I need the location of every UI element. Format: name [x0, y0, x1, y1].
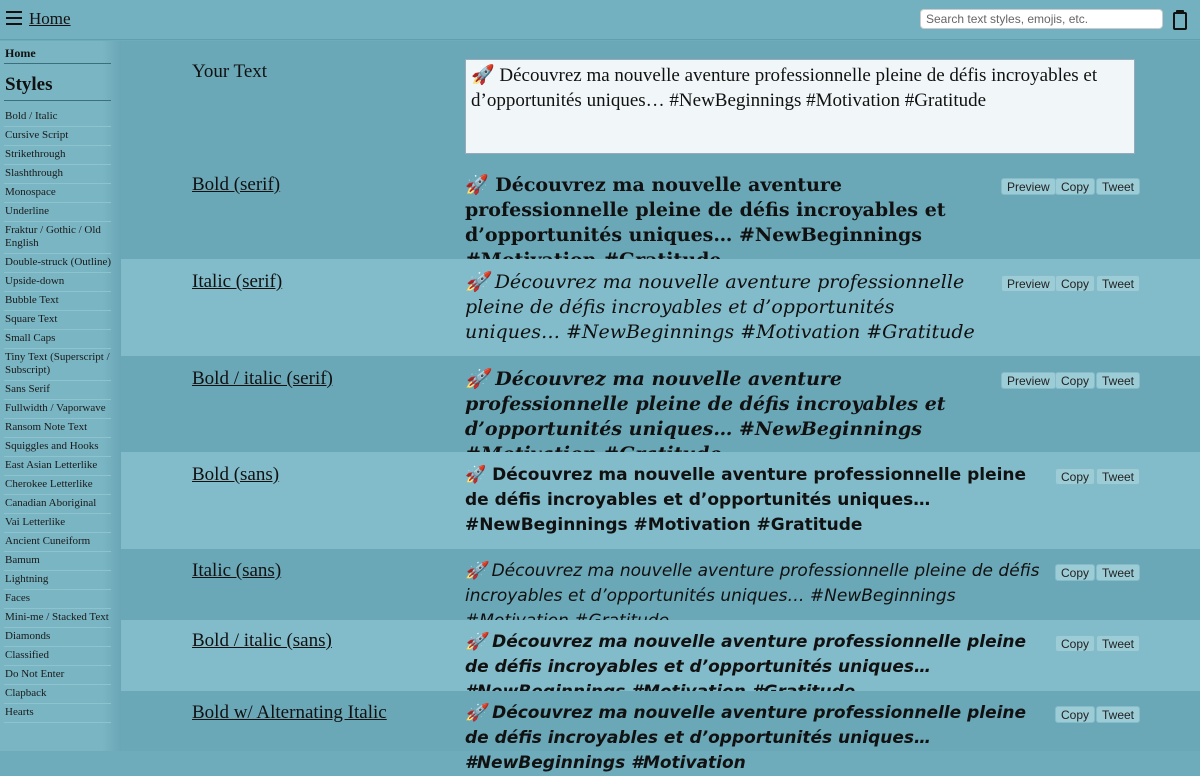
- text-input[interactable]: [465, 59, 1135, 154]
- sidebar-home[interactable]: Home: [5, 46, 36, 60]
- sidebar-item[interactable]: Canadian Aboriginal: [4, 495, 111, 514]
- copy-button[interactable]: Copy: [1055, 564, 1095, 581]
- sidebar-item[interactable]: Bubble Text: [4, 292, 111, 311]
- style-row: [121, 356, 1200, 452]
- styled-output[interactable]: 🚀 Découvrez ma nouvelle aventure professionnelle pleine de défis incroyables et d’opportunités uniques…: [465, 632, 1027, 677]
- style-row: [121, 620, 1200, 691]
- sidebar-item[interactable]: East Asian Letterlike: [4, 457, 111, 476]
- sidebar-item[interactable]: Small Caps: [4, 330, 111, 349]
- your-text-label: Your Text: [192, 61, 268, 82]
- sidebar-item[interactable]: Diamonds: [4, 628, 111, 647]
- style-row: [121, 691, 1200, 773]
- divider: [4, 100, 111, 101]
- sidebar-item[interactable]: Cursive Script: [4, 127, 111, 146]
- style-label[interactable]: Italic (sans): [192, 560, 282, 581]
- sidebar-item[interactable]: Ancient Cuneiform: [4, 533, 111, 552]
- style-label[interactable]: Bold (sans): [192, 464, 280, 485]
- sidebar-item[interactable]: Bamum: [4, 552, 111, 571]
- hamburger-icon[interactable]: [6, 11, 22, 25]
- sidebar-item[interactable]: Hearts: [4, 704, 111, 723]
- copy-button[interactable]: Copy: [1055, 706, 1095, 723]
- sidebar-item[interactable]: Slashthrough: [4, 165, 111, 184]
- copy-button[interactable]: Copy: [1055, 468, 1095, 485]
- copy-button[interactable]: Copy: [1055, 372, 1095, 389]
- sidebar-item[interactable]: Classified: [4, 647, 111, 666]
- sidebar-item[interactable]: Monospace: [4, 184, 111, 203]
- sidebar-item[interactable]: Clapback: [4, 685, 111, 704]
- sidebar-item[interactable]: Do Not Enter: [4, 666, 111, 685]
- tweet-button[interactable]: Tweet: [1096, 275, 1140, 292]
- sidebar-item[interactable]: Cherokee Letterlike: [4, 476, 111, 495]
- sidebar-item[interactable]: Ransom Note Text: [4, 419, 111, 438]
- sidebar-item[interactable]: Bold / Italic: [4, 108, 111, 127]
- style-row: [121, 162, 1200, 259]
- copy-button[interactable]: Copy: [1055, 635, 1095, 652]
- tweet-button[interactable]: Tweet: [1096, 372, 1140, 389]
- top-bar: [0, 0, 1200, 40]
- copy-button[interactable]: Copy: [1055, 178, 1095, 195]
- style-row: [121, 259, 1200, 356]
- styled-output[interactable]: 🚀 Découvrez ma nouvelle aventure professionnelle pleine de défis incroyables et d’opportunités uniques… #NewBeginnings: [465, 174, 946, 246]
- sidebar-item[interactable]: Faces: [4, 590, 111, 609]
- styled-output[interactable]: 🚀 Découvrez ma nouvelle aventure professionnelle pleine de défis incroyables et d’opportunités uniques… #NewBeginnings: [465, 561, 1040, 606]
- clipboard-icon[interactable]: [1173, 10, 1187, 28]
- sidebar-item[interactable]: Vai Letterlike: [4, 514, 111, 533]
- tweet-button[interactable]: Tweet: [1096, 468, 1140, 485]
- style-label[interactable]: Bold / italic (sans): [192, 630, 332, 651]
- tweet-button[interactable]: Tweet: [1096, 635, 1140, 652]
- preview-button[interactable]: Preview: [1001, 275, 1056, 292]
- sidebar-item[interactable]: Square Text: [4, 311, 111, 330]
- copy-button[interactable]: Copy: [1055, 275, 1095, 292]
- style-label[interactable]: Bold (serif): [192, 174, 281, 195]
- sidebar-item[interactable]: Fullwidth / Vaporwave: [4, 400, 111, 419]
- preview-button[interactable]: Preview: [1001, 372, 1056, 389]
- sidebar-item[interactable]: Underline: [4, 203, 111, 222]
- style-label[interactable]: Bold w/ Alternating Italic: [192, 702, 387, 723]
- sidebar-item[interactable]: Squiggles and Hooks: [4, 438, 111, 457]
- styled-output[interactable]: 🚀 Découvrez ma nouvelle aventure professionnelle pleine de défis incroyables et d’opportunités uniques… #NewBeginnings: [465, 368, 946, 440]
- sidebar-item[interactable]: Double-struck (Outline): [4, 254, 111, 273]
- sidebar-title: Styles: [5, 74, 53, 95]
- tweet-button[interactable]: Tweet: [1096, 706, 1140, 723]
- preview-button[interactable]: Preview: [1001, 178, 1056, 195]
- styled-output[interactable]: 🚀 Découvrez ma nouvelle aventure professionnelle pleine de défis incroyables et d’opportunités uniques… #NewBeginnings #Motivation #Gratitude: [465, 465, 1027, 535]
- style-label[interactable]: Italic (serif): [192, 271, 283, 292]
- home-link[interactable]: Home: [29, 9, 71, 28]
- sidebar-item[interactable]: Upside-down: [4, 273, 111, 292]
- sidebar-item[interactable]: Lightning: [4, 571, 111, 590]
- input-row: [121, 41, 1200, 162]
- style-row: [121, 549, 1200, 620]
- styled-output[interactable]: 🚀 Découvrez ma nouvelle aventure professionnelle pleine de défis incroyables et d’opportunités uniques… #NewBeginnings #Motivation #Gratitude: [465, 271, 975, 343]
- sidebar-item[interactable]: Tiny Text (Superscript / Subscript): [4, 349, 111, 381]
- tweet-button[interactable]: Tweet: [1096, 178, 1140, 195]
- styled-output[interactable]: 🚀 Découvrez ma nouvelle aventure professionnelle pleine de défis incroyables et d’opportunités uniques… #NewBeginnings #Motivation: [465, 703, 1027, 773]
- tweet-button[interactable]: Tweet: [1096, 564, 1140, 581]
- sidebar-item[interactable]: Mini-me / Stacked Text: [4, 609, 111, 628]
- style-label[interactable]: Bold / italic (serif): [192, 368, 333, 389]
- divider: [4, 63, 111, 64]
- main-content: [121, 41, 1200, 773]
- sidebar-item[interactable]: Sans Serif: [4, 381, 111, 400]
- sidebar: [0, 41, 121, 751]
- search-input[interactable]: [920, 9, 1163, 29]
- sidebar-item[interactable]: Fraktur / Gothic / Old English: [4, 222, 111, 254]
- style-row: [121, 452, 1200, 549]
- sidebar-style-list: [4, 108, 111, 723]
- sidebar-item[interactable]: Strikethrough: [4, 146, 111, 165]
